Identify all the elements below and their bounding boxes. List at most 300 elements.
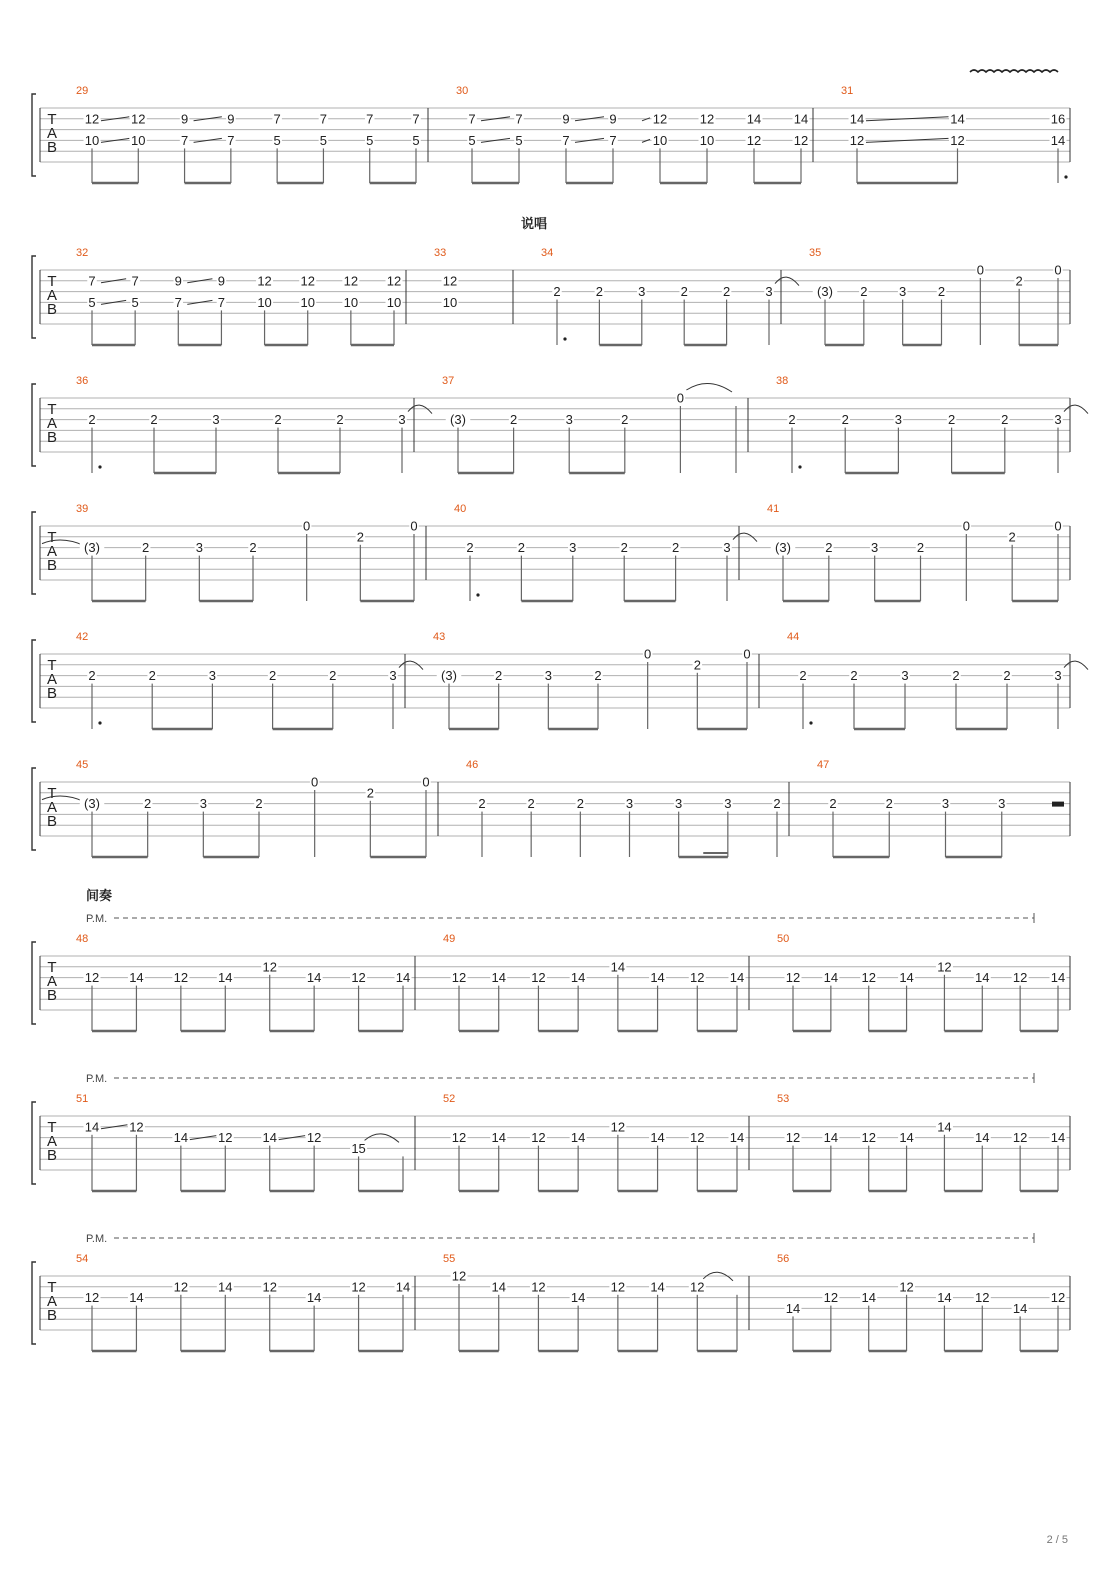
fret-number: 0 [303,518,311,534]
fret-number: 9 [180,111,189,127]
palm-mute-label: P.M. [86,1073,108,1085]
fret-number: 3 [569,540,577,556]
fret-number: 0 [976,262,984,278]
fret-number: 14 [650,970,665,986]
fret-number: 2 [268,668,277,684]
fret-number: 14 [570,970,586,986]
tab-clef-letter: B [46,139,58,156]
fret-number: 12 [861,970,876,986]
fret-number: 12 [899,1279,914,1295]
fret-number: 14 [84,1119,100,1135]
fret-number: 3 [901,668,909,684]
fret-number: 10 [131,132,146,148]
fret-number: 2 [553,284,561,300]
fret-number: 5 [88,294,96,310]
fret-number: 12 [746,132,762,148]
fret-number: 14 [491,1130,506,1146]
fret-number: 14 [491,1279,506,1295]
fret-number: 9 [609,111,617,127]
fret-number: 14 [729,1130,745,1146]
measure-number: 48 [76,933,89,945]
tab-clef-letter: T [47,1279,57,1296]
fret-number: 2 [595,284,604,300]
fret-number: 7 [131,273,139,289]
tab-clef-letter: B [46,557,58,574]
fret-number: 0 [743,646,751,662]
fret-number: 12 [262,1279,277,1295]
fret-number: 2 [916,540,925,556]
fret-number: 0 [311,774,319,790]
fret-number: 12 [690,1279,705,1295]
fret-number: 14 [861,1290,876,1306]
tab-clef-letter: T [47,657,57,674]
tab-clef-letter: T [47,401,57,418]
fret-number: 2 [148,668,156,684]
fret-number: 5 [515,132,523,148]
fret-number: 3 [675,796,683,812]
tab-clef-letter: A [46,287,58,304]
fret-number: 2 [825,540,833,556]
fret-number: 14 [570,1130,586,1146]
fret-number: 3 [398,412,406,428]
measure-number: 36 [76,375,89,387]
fret-number: 9 [227,111,235,127]
fret-number: 3 [565,412,573,428]
fret-number: 9 [174,273,182,289]
fret-number: 2 [255,796,263,812]
fret-number: 14 [650,1130,665,1146]
fret-number: 12 [690,1130,705,1146]
fret-number: 2 [620,540,628,556]
section-label: 间奏 [86,888,113,903]
measure-number: 42 [76,631,89,643]
fret-number: 2 [249,540,257,556]
system-bracket [32,1262,36,1344]
fret-number: 12 [531,970,546,986]
fret-number: 12 [131,111,146,127]
measure-number: 53 [777,1093,790,1105]
fret-number: 14 [650,1279,665,1295]
fret-number: 2 [885,796,893,812]
fret-number: 2 [1008,529,1016,545]
measure-number: 34 [541,247,554,259]
fret-number: 14 [218,970,233,986]
measure-number: 39 [76,503,89,515]
fret-number: 12 [451,1130,467,1146]
fret-number: 2 [773,796,781,812]
fret-number: 2 [860,284,868,300]
fret-number: 0 [422,774,430,790]
fret-number: 7 [174,294,182,310]
fret-number: 2 [952,668,960,684]
palm-mute-label: P.M. [86,913,108,925]
fret-number: 2 [850,668,858,684]
tab-clef-letter: T [47,529,57,546]
fret-number: 2 [1001,412,1009,428]
measure-number: 54 [76,1253,89,1265]
fret-number: 2 [680,284,688,300]
fret-number: 14 [173,1130,189,1146]
fret-number: 2 [336,412,344,428]
fret-number: 2 [594,668,602,684]
fret-number: 10 [84,132,100,148]
fret-number: 14 [395,970,411,986]
fret-number: 3 [638,284,646,300]
tab-clef-letter: B [46,1147,58,1164]
fret-number: 14 [1050,132,1066,148]
fret-number: 2 [947,412,956,428]
fret-number: 10 [300,294,315,310]
fret-number: 12 [1012,970,1028,986]
fret-number: 14 [129,970,144,986]
fret-number: 0 [644,646,652,662]
fret-number: 12 [300,273,315,289]
measure-number: 55 [443,1253,456,1265]
fret-number: 14 [823,970,839,986]
tab-clef-letter: A [46,799,58,816]
rest-mark [1052,802,1064,807]
fret-number: 7 [412,111,420,127]
tab-clef-letter: T [47,111,57,128]
fret-number: 5 [468,132,476,148]
fret-number: 10 [652,132,668,148]
fret-number: 12 [343,273,359,289]
fret-number: 3 [723,540,731,556]
fret-number: 14 [793,111,809,127]
tab-clef-letter: A [46,1133,58,1150]
fret-number: 14 [395,1279,411,1295]
fret-number: 2 [509,412,518,428]
fret-number: 14 [1050,1130,1066,1146]
fret-number: 3 [625,796,634,812]
dot-mark [563,337,566,340]
fret-number: (3) [817,284,833,300]
tab-clef-letter: A [46,125,58,142]
measure-number: 51 [76,1093,89,1105]
dot-mark [798,465,801,468]
fret-number: 7 [273,111,281,127]
fret-number: 9 [562,111,570,127]
fret-number: 3 [195,540,203,556]
fret-number: 2 [495,668,503,684]
fret-number: (3) [84,540,100,556]
measure-number: 29 [76,85,89,97]
fret-number: 2 [1015,273,1023,289]
fret-number: 12 [173,1279,189,1295]
fret-number: 12 [1012,1130,1028,1146]
fret-number: 2 [1003,668,1011,684]
fret-number: 14 [849,111,865,127]
fret-number: 12 [84,970,100,986]
fret-number: 2 [517,540,526,556]
tab-clef-letter: B [46,429,58,446]
fret-number: 12 [785,1130,801,1146]
fret-number: 12 [793,132,809,148]
dot-mark [1064,175,1067,178]
fret-number: 3 [1054,412,1062,428]
fret-number: 12 [652,111,668,127]
tab-clef-letter: B [46,1307,58,1324]
measure-number: 50 [777,933,790,945]
fret-number: 12 [785,970,801,986]
fret-number: 3 [894,412,903,428]
dot-mark [476,593,479,596]
fret-number: 16 [1050,111,1066,127]
system-bracket [32,256,36,338]
dot-mark [98,465,101,468]
fret-number: 12 [262,959,277,975]
fret-number: 2 [937,284,946,300]
measure-number: 35 [809,247,822,259]
dot-mark [98,721,101,724]
measure-number: 30 [456,85,469,97]
tab-clef-letter: A [46,415,58,432]
fret-number: 2 [329,668,337,684]
fret-number: 12 [699,111,715,127]
fret-number: 14 [899,970,914,986]
tab-clef-letter: B [46,685,58,702]
fret-number: 2 [144,796,152,812]
fret-number: (3) [450,412,466,428]
tab-clef-letter: B [46,301,58,318]
fret-number: 12 [610,1119,626,1135]
fret-number: 12 [257,273,272,289]
fret-number: 0 [410,518,418,534]
fret-number: 2 [88,412,96,428]
fret-number: 7 [227,132,235,148]
fret-number: 12 [531,1130,546,1146]
fret-number: 2 [788,412,796,428]
tab-clef-letter: A [46,973,58,990]
fret-number: 12 [849,132,865,148]
fret-number: 14 [950,111,965,127]
fret-number: 12 [84,111,100,127]
fret-number: 12 [690,970,705,986]
system-bracket [32,94,36,176]
measure-number: 33 [434,247,447,259]
fret-number: 3 [998,796,1006,812]
fret-number: 10 [257,294,272,310]
fret-number: (3) [775,540,791,556]
fret-number: 3 [208,668,217,684]
fret-number: 2 [356,529,364,545]
fret-number: 5 [412,132,420,148]
fret-number: 7 [366,111,374,127]
fret-number: 12 [218,1130,233,1146]
measure-number: 32 [76,247,89,259]
tie-arc [775,277,799,286]
fret-number: 10 [699,132,715,148]
fret-number: 7 [562,132,570,148]
system-bracket [32,384,36,466]
fret-number: 5 [366,132,374,148]
fret-number: 14 [729,970,745,986]
measure-number: 46 [466,759,479,771]
fret-number: 14 [899,1130,914,1146]
system-bracket [32,512,36,594]
fret-number: 2 [621,412,629,428]
fret-number: 5 [319,132,328,148]
fret-number: 2 [466,540,474,556]
fret-number: (3) [441,668,457,684]
fret-number: 12 [442,273,458,289]
fret-number: 2 [88,668,96,684]
system-bracket [32,942,36,1024]
fret-number: 12 [531,1279,546,1295]
fret-number: 2 [366,785,374,801]
fret-number: 12 [306,1130,322,1146]
fret-number: 14 [129,1290,144,1306]
tie-arc [399,661,423,670]
tab-clef-letter: T [47,785,57,802]
fret-number: 2 [799,668,807,684]
fret-number: 2 [150,412,158,428]
fret-number: 5 [131,294,139,310]
fret-number: 14 [937,1119,952,1135]
measure-number: 41 [767,503,780,515]
measure-number: 45 [76,759,89,771]
fret-number: 15 [351,1140,366,1156]
fret-number: 12 [84,1290,100,1306]
fret-number: 7 [88,273,96,289]
fret-number: 12 [129,1119,144,1135]
fret-number: 12 [351,970,366,986]
fret-number: 2 [478,796,486,812]
fret-number: 7 [515,111,523,127]
fret-number: 2 [671,540,680,556]
palm-mute-label: P.M. [86,1233,108,1245]
page-indicator: 2 / 5 [1046,1534,1068,1546]
system-bracket [32,1102,36,1184]
fret-number: 3 [212,412,220,428]
fret-number: 14 [218,1279,233,1295]
section-label: 说唱 [520,216,548,231]
fret-number: 10 [386,294,402,310]
tab-clef-letter: A [46,1293,58,1310]
fret-number: (3) [84,796,100,812]
fret-number: 14 [570,1290,586,1306]
fret-number: 14 [1050,970,1066,986]
fret-number: 14 [262,1130,277,1146]
measure-number: 56 [777,1253,790,1265]
fret-number: 0 [962,518,970,534]
fret-number: 3 [765,284,773,300]
fret-number: 7 [180,132,189,148]
measure-number: 47 [817,759,830,771]
fret-number: 12 [451,1268,467,1284]
fret-number: 7 [217,294,226,310]
fret-number: 5 [273,132,281,148]
fret-number: 7 [609,132,617,148]
fret-number: 14 [306,970,322,986]
fret-number: 2 [829,796,837,812]
fret-number: 14 [975,1130,990,1146]
fret-number: 3 [941,796,950,812]
tie-arc [733,533,757,542]
measure-number: 31 [841,85,854,97]
fret-number: 9 [217,273,226,289]
tie-arc [1064,405,1088,414]
fret-number: 3 [199,796,207,812]
fret-number: 14 [937,1290,952,1306]
system-bracket [32,768,36,850]
tie-arc [1064,661,1088,670]
fret-number: 14 [823,1130,839,1146]
vibrato-mark [970,70,1058,72]
measure-number: 38 [776,375,789,387]
fret-number: 14 [746,111,762,127]
fret-number: 3 [1054,668,1062,684]
fret-number: 2 [722,284,731,300]
measure-number: 52 [443,1093,456,1105]
fret-number: 12 [173,970,189,986]
measure-number: 37 [442,375,455,387]
fret-number: 12 [386,273,402,289]
fret-number: 12 [950,132,965,148]
tie-arc [686,383,732,392]
fret-number: 12 [451,970,467,986]
fret-number: 12 [351,1279,366,1295]
fret-number: 7 [468,111,476,127]
fret-number: 14 [610,959,626,975]
fret-number: 3 [724,796,732,812]
fret-number: 3 [389,668,397,684]
fret-number: 14 [785,1300,801,1316]
fret-number: 14 [1012,1300,1028,1316]
tab-clef-letter: A [46,671,58,688]
fret-number: 14 [491,970,506,986]
tab-clef-letter: T [47,273,57,290]
tie-arc [365,1134,399,1143]
measure-number: 43 [433,631,446,643]
fret-number: 12 [861,1130,876,1146]
tab-clef-letter: B [46,813,58,830]
fret-number: 2 [142,540,150,556]
fret-number: 12 [1050,1290,1066,1306]
fret-number: 12 [975,1290,990,1306]
tie-arc [703,1272,733,1281]
tab-clef-letter: T [47,1119,57,1136]
fret-number: 12 [823,1290,839,1306]
fret-number: 2 [693,657,701,673]
fret-number: 3 [899,284,907,300]
system-bracket [32,640,36,722]
fret-number: 0 [1054,518,1062,534]
fret-number: 10 [343,294,359,310]
fret-number: 12 [610,1279,626,1295]
tab-clef-letter: B [46,987,58,1004]
fret-number: 3 [871,540,879,556]
fret-number: 0 [676,390,685,406]
fret-number: 12 [937,959,952,975]
fret-number: 10 [442,294,458,310]
fret-number: 14 [975,970,990,986]
fret-number: 2 [274,412,282,428]
fret-number: 2 [527,796,535,812]
fret-number: 2 [576,796,584,812]
tab-clef-letter: T [47,959,57,976]
tab-clef-letter: A [46,543,58,560]
fret-number: 7 [319,111,328,127]
tie-arc [408,405,432,414]
dot-mark [809,721,812,724]
fret-number: 3 [544,668,552,684]
measure-number: 40 [454,503,467,515]
measure-number: 49 [443,933,456,945]
measure-number: 44 [787,631,800,643]
fret-number: 0 [1054,262,1062,278]
fret-number: 2 [841,412,849,428]
